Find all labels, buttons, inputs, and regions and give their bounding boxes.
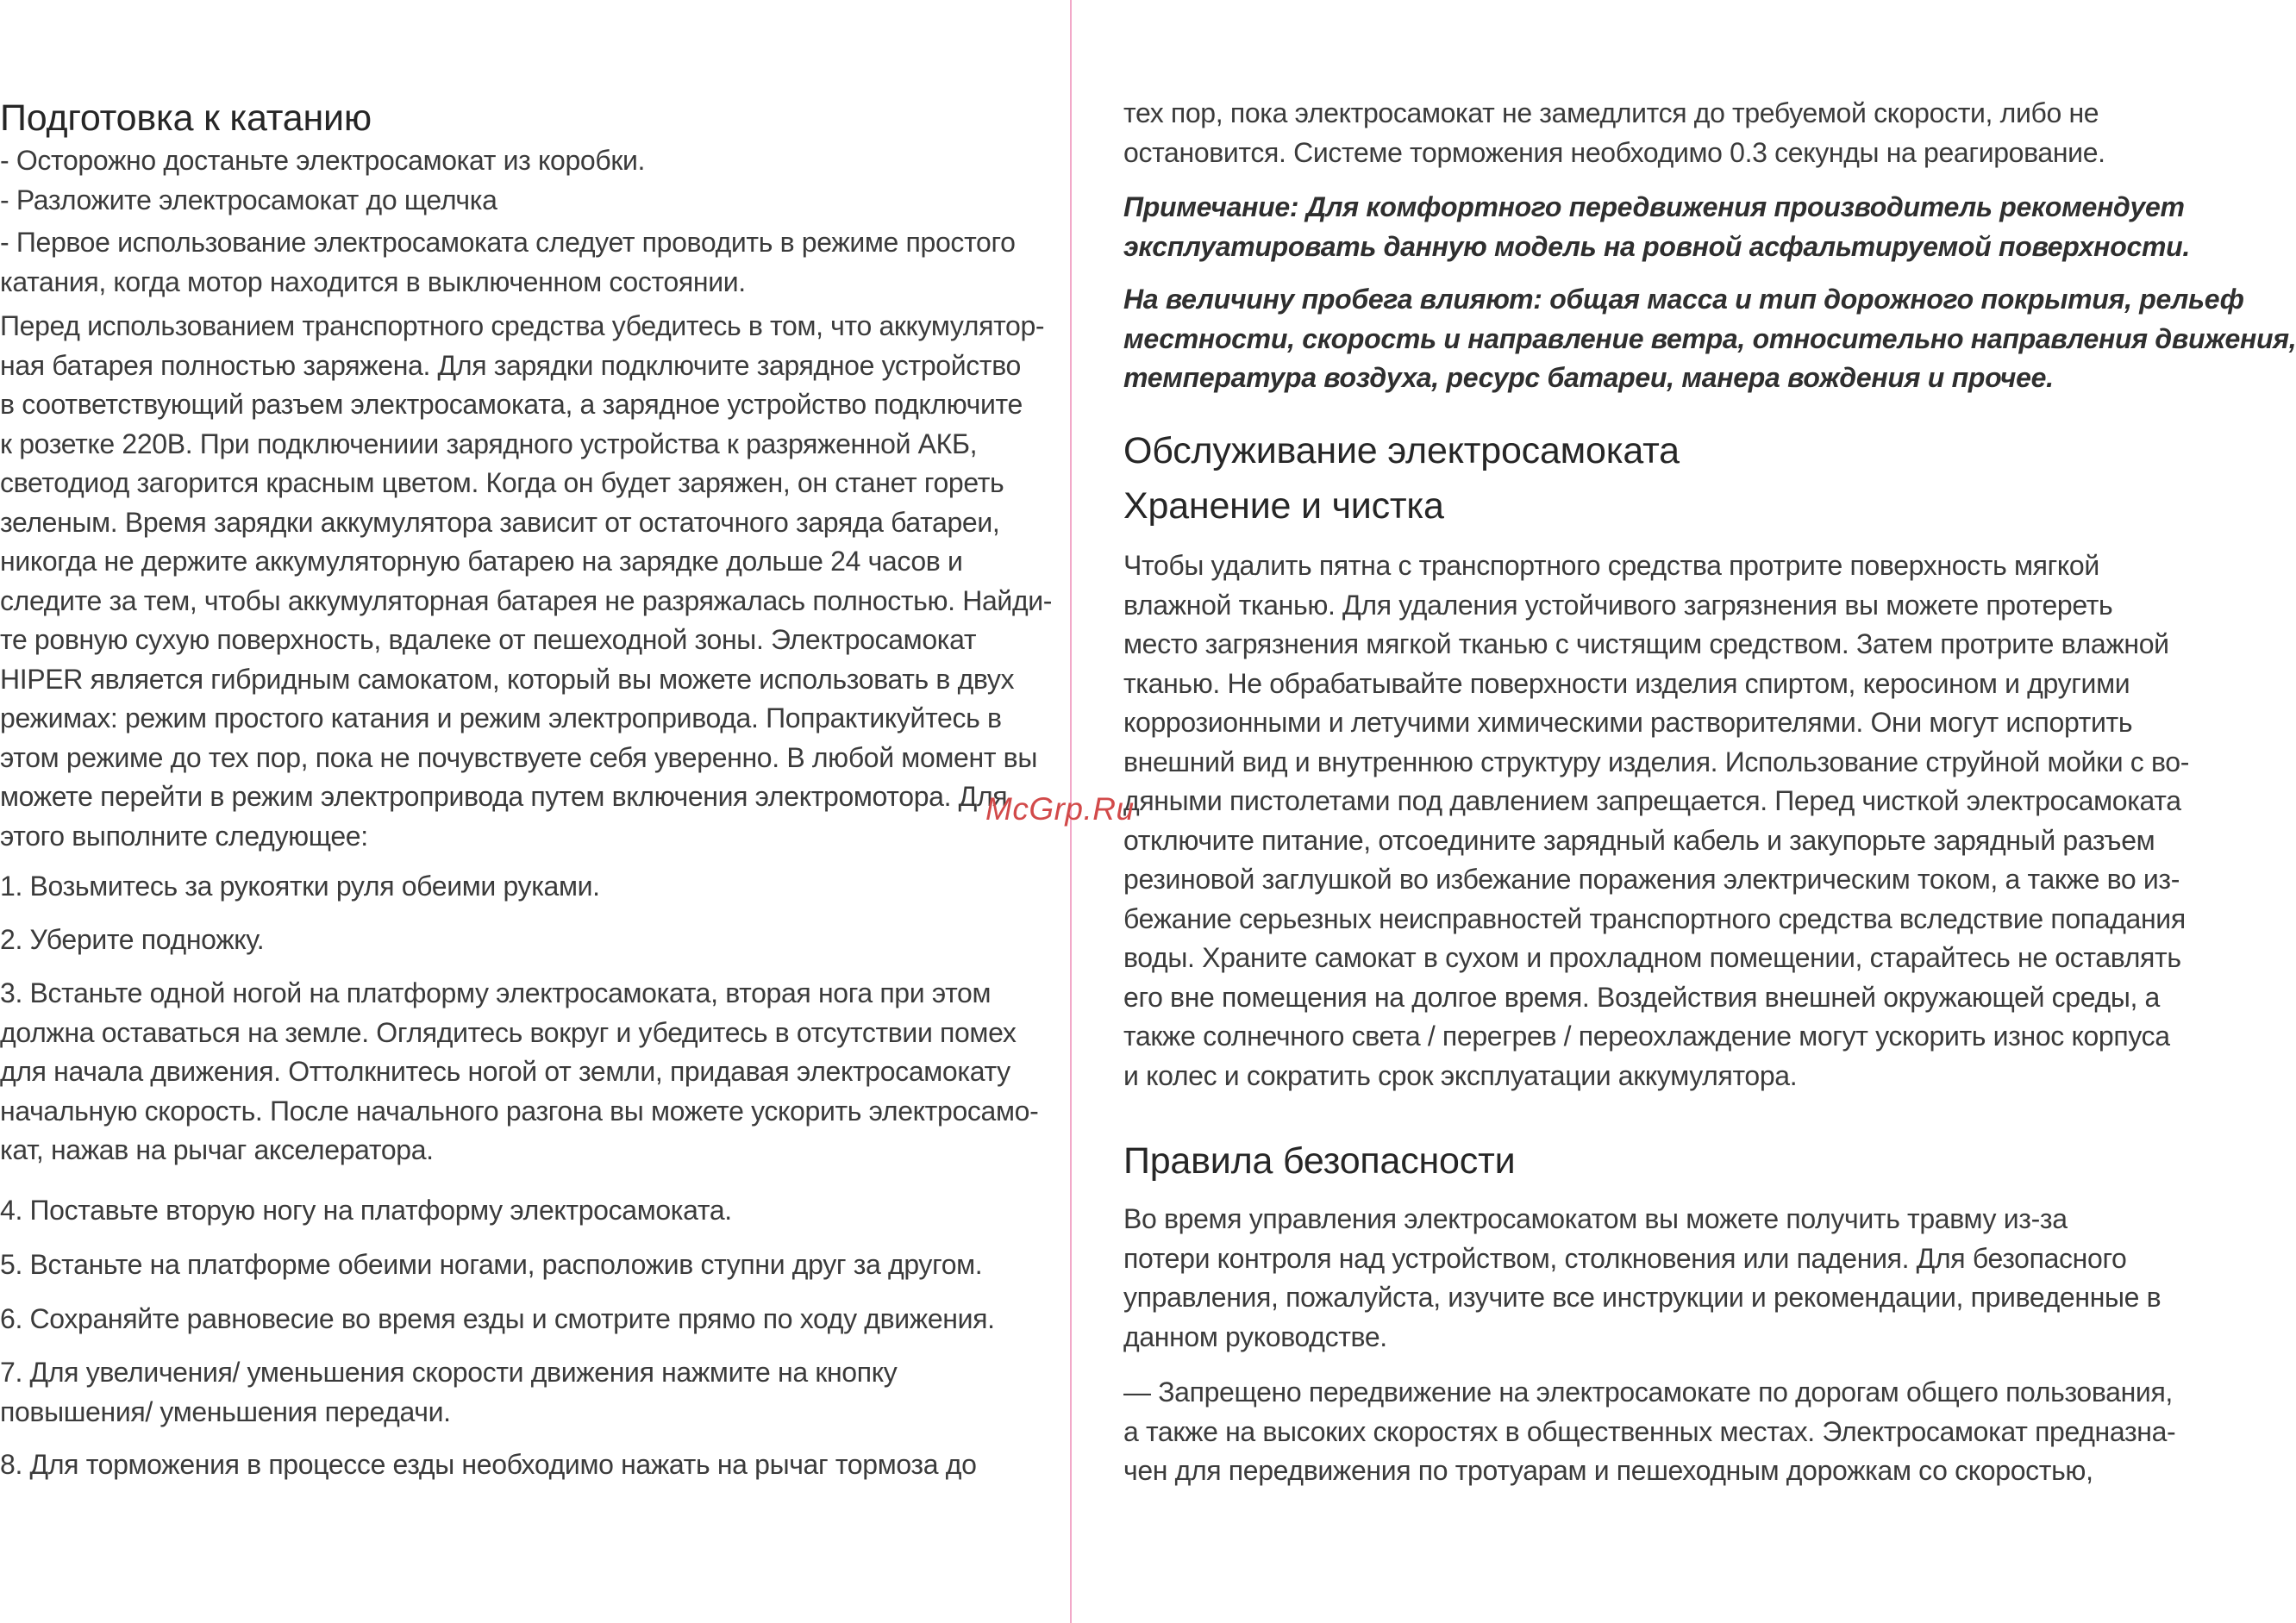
text-line: для начала движения. Оттолкнитесь ногой от земли, придавая электросамокату: [0, 1056, 1010, 1087]
text-line: 5. Встаньте на платформе обеими ногами, расположив ступни друг за другом.: [0, 1249, 983, 1280]
text-line: 1. Возьмитесь за рукоятки руля обеими руками.: [0, 871, 600, 902]
text-line: влажной тканью. Для удаления устойчивого загрязнения вы можете протереть: [1123, 589, 2113, 621]
step-item: [0, 921, 264, 960]
text-line: HIPER является гибридным самокатом, который вы можете использовать в двух: [0, 663, 1015, 695]
text-line: — Запрещено передвижение на электросамокате по дорогам общего пользования,: [1123, 1376, 2173, 1408]
text-line: отключите питание, отсоедините зарядный кабель и закупорьте зарядный разъем: [1123, 824, 2155, 856]
text-line: бежание серьезных неисправностей транспортного средства вследствие попадания: [1123, 902, 2186, 934]
text-line: На величину пробега влияют: общая масса и тип дорожного покрытия, рельеф: [1123, 284, 2244, 315]
text-line: светодиод загорится красным цветом. Когда он будет заряжен, он станет гореть: [0, 467, 1004, 498]
section-heading-maintenance: Обслуживание электросамоката: [1123, 430, 1680, 471]
safety-rule-paragraph: [1123, 1373, 2175, 1491]
note-recommendation: [1123, 188, 2190, 266]
text-line: и колес и сократить срок эксплуатации аккумулятора.: [1123, 1059, 1798, 1091]
bullet-item: [0, 141, 1016, 181]
text-line: этом режиме до тех пор, пока не почувствуете себя уверенно. В любой момент вы: [0, 741, 1037, 773]
text-line: Во время управления электросамокатом вы можете получить травму из-за: [1123, 1203, 2068, 1234]
text-line: 3. Встаньте одной ногой на платформу электросамоката, вторая нога при этом: [0, 977, 992, 1008]
text-line: дяными пистолетами под давлением запрещается. Перед чисткой электросамоката: [1123, 785, 2181, 816]
text-line: его вне помещения на долгое время. Воздействия внешней окружающей среды, а: [1123, 981, 2161, 1013]
text-line: а также на высоких скоростях в общественных местах. Электросамокат предназна-: [1123, 1415, 2176, 1447]
step-item: [0, 1245, 982, 1285]
bullet-item: [0, 181, 1016, 221]
text-line: остановится. Системе торможения необходимо 0.3 секунды на реагирование.: [1123, 136, 2105, 168]
text-line: место загрязнения мягкой тканью с чистящим средством. Затем протрите влажной: [1123, 628, 2169, 659]
text-line: 7. Для увеличения/ уменьшения скорости движения нажмите на кнопку: [0, 1357, 898, 1388]
text-line: 2. Уберите подножку.: [0, 924, 265, 955]
section-heading-preparation: Подготовка к катанию: [0, 97, 372, 139]
text-line: Перед использованием транспортного средства убедитесь в том, что аккумулятор-: [0, 310, 1045, 341]
text-line: повышения/ уменьшения передачи.: [0, 1395, 451, 1427]
text-line: никогда не держите аккумуляторную батарею на зарядке дольше 24 часов и: [0, 546, 963, 577]
text-line: температура воздуха, ресурс батареи, манера вождения и прочее.: [1123, 362, 2054, 393]
text-line: управления, пожалуйста, изучите все инструкции и рекомендации, приведенные в: [1123, 1282, 2161, 1313]
text-line: катания, когда мотор находится в выключенном состоянии.: [0, 265, 746, 297]
text-line: этого выполните следующее:: [0, 820, 368, 852]
text-line: местности, скорость и направление ветра, относительно направления движения,: [1123, 322, 2296, 354]
bullet-list: [0, 141, 1016, 302]
text-line: к розетке 220В. При подключениии зарядного устройства к разряженной АКБ,: [0, 428, 978, 459]
text-line: 6. Сохраняйте равновесие во время езды и смотрите прямо по ходу движения.: [0, 1303, 995, 1334]
text-line: Примечание: Для комфортного передвижения производитель рекомендует: [1123, 191, 2185, 222]
text-line: режимах: режим простого катания и режим электропривода. Попрактикуйтесь в: [0, 702, 1002, 733]
text-line: резиновой заглушкой во избежание поражения электрическим током, а также во из-: [1123, 864, 2180, 895]
section-heading-storage: Хранение и чистка: [1123, 485, 1444, 527]
text-line: данном руководстве.: [1123, 1320, 1387, 1352]
text-line: - Первое использование электросамоката следует проводить в режиме простого: [0, 227, 1016, 258]
watermark-text: McGrp.Ru: [985, 791, 1135, 827]
right-page: [1123, 0, 2296, 1623]
text-line: должна оставаться на земле. Оглядитесь вокруг и убедитесь в отсутствии помех: [0, 1016, 1017, 1048]
text-line: в соответствующий разъем электросамоката, а зарядное устройство подключите: [0, 389, 1023, 420]
bullet-item: [0, 223, 1016, 302]
text-line: начальную скорость. После начального разгона вы можете ускорить электросамо-: [0, 1095, 1039, 1127]
text-line: следите за тем, чтобы аккумуляторная батарея не разряжалась полностью. Найди-: [0, 584, 1053, 616]
step-item: [0, 1191, 732, 1231]
text-line: внешний вид и внутреннюю структуру изделия. Использование струйной мойки с во-: [1123, 746, 2190, 777]
text-line: также солнечного света / перегрев / переохлаждение могут ускорить износ корпуса: [1123, 1021, 2170, 1052]
text-line: Чтобы удалить пятна с транспортного средства протрите поверхность мягкой: [1123, 550, 2099, 581]
step-item: [0, 1445, 977, 1485]
text-line: эксплуатировать данную модель на ровной асфальтируемой поверхности.: [1123, 230, 2190, 262]
text-line: тканью. Не обрабатывайте поверхности изделия спиртом, керосином и другими: [1123, 667, 2130, 699]
intro-paragraph: [0, 307, 1052, 856]
left-page: [0, 0, 1053, 1623]
step-item: [0, 974, 1038, 1170]
text-line: чен для передвижения по тротуарам и пешеходным дорожкам со скоростью,: [1123, 1455, 2093, 1486]
text-line: коррозионными и летучими химическими растворителями. Они могут испортить: [1123, 707, 2133, 738]
text-line: 4. Поставьте вторую ногу на платформу электросамоката.: [0, 1195, 732, 1226]
text-line: - Разложите электросамокат до щелчка: [0, 184, 497, 215]
note-range-factors: [1123, 280, 2296, 398]
text-line: - Осторожно достаньте электросамокат из коробки.: [0, 145, 646, 176]
step-item: [0, 867, 600, 907]
storage-cleaning-paragraph: [1123, 546, 2189, 1096]
text-line: тех пор, пока электросамокат не замедлится до требуемой скорости, либо не: [1123, 97, 2099, 128]
step-item: [0, 1353, 897, 1432]
text-line: ная батарея полностью заряжена. Для зарядки подключите зарядное устройство: [0, 349, 1021, 381]
text-line: 8. Для торможения в процессе езды необходимо нажать на рычаг тормоза до: [0, 1449, 977, 1480]
text-line: те ровную сухую поверхность, вдалеке от пешеходной зоны. Электросамокат: [0, 624, 977, 655]
safety-intro-paragraph: [1123, 1200, 2161, 1357]
text-line: потери контроля над устройством, столкновения или падения. Для безопасного: [1123, 1242, 2127, 1274]
step-item: [0, 1300, 995, 1339]
section-heading-safety: Правила безопасности: [1123, 1140, 1516, 1182]
text-line: кат, нажав на рычаг акселератора.: [0, 1134, 434, 1165]
braking-continuation-paragraph: [1123, 94, 2105, 172]
text-line: воды. Храните самокат в сухом и прохладном помещении, старайтесь не оставлять: [1123, 942, 2181, 973]
text-line: зеленым. Время зарядки аккумулятора зависит от остаточного заряда батареи,: [0, 506, 1000, 538]
text-line: можете перейти в режим электропривода путем включения электромотора. Для: [0, 781, 1008, 812]
